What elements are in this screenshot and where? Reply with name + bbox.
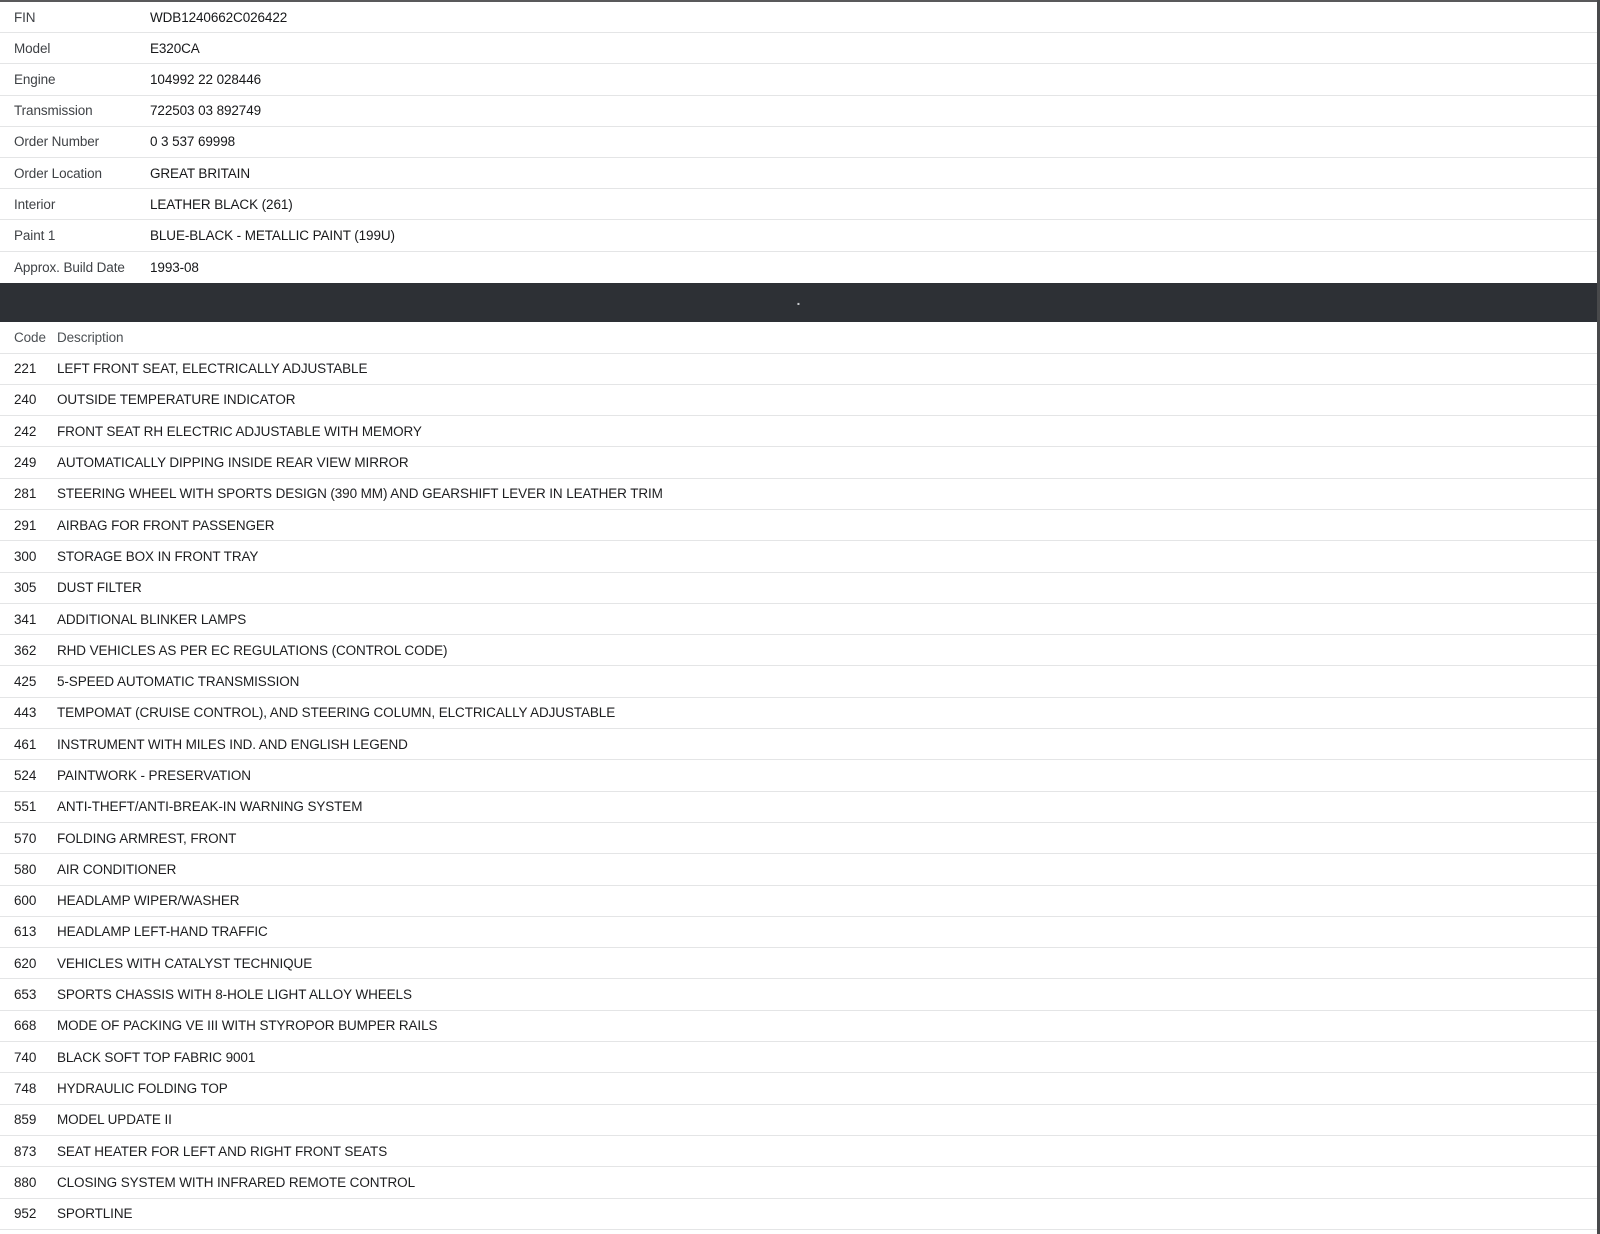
option-description: OUTSIDE TEMPERATURE INDICATOR bbox=[57, 392, 296, 408]
info-label: Model bbox=[14, 40, 51, 56]
info-value: LEATHER BLACK (261) bbox=[150, 196, 293, 212]
option-code: 620 bbox=[14, 955, 37, 971]
option-description: CLOSING SYSTEM WITH INFRARED REMOTE CONTROL bbox=[57, 1174, 415, 1190]
vehicle-info-table bbox=[0, 2, 1597, 283]
option-row bbox=[0, 823, 1597, 854]
option-description: ADDITIONAL BLINKER LAMPS bbox=[57, 611, 247, 627]
bar-dot: . bbox=[796, 292, 801, 308]
vehicle-info-row bbox=[0, 189, 1597, 220]
option-description: LEFT FRONT SEAT, ELECTRICALLY ADJUSTABLE bbox=[57, 361, 368, 377]
info-value: GREAT BRITAIN bbox=[150, 165, 250, 181]
option-code: 551 bbox=[14, 799, 37, 815]
option-description: AIRBAG FOR FRONT PASSENGER bbox=[57, 517, 275, 533]
option-code: 291 bbox=[14, 517, 37, 533]
option-description: BLACK SOFT TOP FABRIC 9001 bbox=[57, 1049, 256, 1065]
option-code: 600 bbox=[14, 893, 37, 909]
option-code: 221 bbox=[14, 361, 37, 377]
option-description: INSTRUMENT WITH MILES IND. AND ENGLISH LEGEND bbox=[57, 736, 408, 752]
options-rows bbox=[0, 354, 1597, 1230]
vehicle-info-row bbox=[0, 158, 1597, 189]
option-description: SEAT HEATER FOR LEFT AND RIGHT FRONT SEATS bbox=[57, 1143, 388, 1159]
option-description: AIR CONDITIONER bbox=[57, 861, 177, 877]
section-divider-bar bbox=[0, 283, 1597, 322]
option-code: 305 bbox=[14, 580, 37, 596]
option-row bbox=[0, 1105, 1597, 1136]
option-code: 873 bbox=[14, 1143, 37, 1159]
vehicle-info-row bbox=[0, 33, 1597, 64]
option-row bbox=[0, 698, 1597, 729]
option-row bbox=[0, 510, 1597, 541]
option-code: 748 bbox=[14, 1080, 37, 1096]
option-description: FRONT SEAT RH ELECTRIC ADJUSTABLE WITH MEMORY bbox=[57, 423, 422, 439]
option-code: 524 bbox=[14, 768, 37, 783]
option-code: 613 bbox=[14, 924, 37, 940]
info-label: Interior bbox=[14, 196, 56, 212]
option-code: 300 bbox=[14, 548, 37, 564]
option-row bbox=[0, 1011, 1597, 1042]
info-label: Engine bbox=[14, 71, 56, 87]
option-description: ANTI-THEFT/ANTI-BREAK-IN WARNING SYSTEM bbox=[57, 799, 363, 815]
info-label: Transmission bbox=[14, 103, 93, 119]
option-row bbox=[0, 1136, 1597, 1167]
option-description: AUTOMATICALLY DIPPING INSIDE REAR VIEW MIRROR bbox=[57, 455, 409, 471]
option-description: VEHICLES WITH CATALYST TECHNIQUE bbox=[57, 955, 313, 971]
option-description: RHD VEHICLES AS PER EC REGULATIONS (CONTROL CODE) bbox=[57, 642, 448, 658]
option-description: 5-SPEED AUTOMATIC TRANSMISSION bbox=[57, 674, 300, 690]
option-code: 570 bbox=[14, 830, 37, 846]
info-value: 104992 22 028446 bbox=[150, 71, 262, 87]
option-row bbox=[0, 573, 1597, 604]
option-description: TEMPOMAT (CRUISE CONTROL), AND STEERING COLUMN, ELCTRICALLY ADJUSTABLE bbox=[57, 705, 616, 721]
info-value: BLUE-BLACK - METALLIC PAINT (199U) bbox=[150, 227, 395, 243]
option-code: 668 bbox=[14, 1018, 37, 1034]
option-description: HEADLAMP WIPER/WASHER bbox=[57, 893, 240, 909]
option-code: 653 bbox=[14, 987, 37, 1003]
option-description: MODEL UPDATE II bbox=[57, 1112, 172, 1128]
option-row bbox=[0, 917, 1597, 948]
option-code: 580 bbox=[14, 861, 37, 877]
info-value: WDB1240662C026422 bbox=[150, 9, 288, 25]
option-code: 242 bbox=[14, 423, 37, 439]
info-label: Order Number bbox=[14, 134, 100, 150]
option-row bbox=[0, 541, 1597, 572]
option-code: 425 bbox=[14, 674, 37, 690]
info-value: 1993-08 bbox=[150, 259, 199, 275]
info-label: FIN bbox=[14, 9, 36, 25]
option-code: 859 bbox=[14, 1112, 37, 1128]
option-description: MODE OF PACKING VE III WITH STYROPOR BUMPER RAILS bbox=[57, 1018, 438, 1034]
info-value: 0 3 537 69998 bbox=[150, 134, 236, 150]
option-row bbox=[0, 1199, 1597, 1230]
info-label: Paint 1 bbox=[14, 227, 56, 243]
option-row bbox=[0, 354, 1597, 385]
option-row bbox=[0, 666, 1597, 697]
option-description: HEADLAMP LEFT-HAND TRAFFIC bbox=[57, 924, 268, 940]
option-row bbox=[0, 948, 1597, 979]
option-row bbox=[0, 760, 1597, 791]
option-code: 281 bbox=[14, 486, 37, 502]
option-row bbox=[0, 635, 1597, 666]
option-code: 461 bbox=[14, 736, 37, 752]
option-row bbox=[0, 792, 1597, 823]
option-description: DUST FILTER bbox=[57, 580, 142, 596]
option-row bbox=[0, 604, 1597, 635]
vehicle-info-row bbox=[0, 64, 1597, 95]
option-code: 362 bbox=[14, 642, 37, 658]
option-code: 341 bbox=[14, 611, 37, 627]
vehicle-info-row bbox=[0, 252, 1597, 283]
option-code: 249 bbox=[14, 455, 37, 471]
info-label: Order Location bbox=[14, 165, 102, 181]
option-description: PAINTWORK - PRESERVATION bbox=[57, 768, 251, 783]
option-code: 740 bbox=[14, 1049, 37, 1065]
info-label: Approx. Build Date bbox=[14, 259, 125, 275]
option-row bbox=[0, 729, 1597, 760]
description-column-header: Description bbox=[57, 329, 124, 345]
vehicle-info-row bbox=[0, 96, 1597, 127]
info-value: 722503 03 892749 bbox=[150, 103, 262, 119]
option-row bbox=[0, 1042, 1597, 1073]
option-description: SPORTS CHASSIS WITH 8-HOLE LIGHT ALLOY WHEELS bbox=[57, 987, 412, 1003]
vehicle-info-row bbox=[0, 2, 1597, 33]
option-code: 443 bbox=[14, 705, 37, 721]
option-row bbox=[0, 1073, 1597, 1104]
option-code: 240 bbox=[14, 392, 37, 408]
option-description: STORAGE BOX IN FRONT TRAY bbox=[57, 548, 259, 564]
option-row bbox=[0, 1167, 1597, 1198]
vehicle-info-row bbox=[0, 220, 1597, 251]
option-row bbox=[0, 854, 1597, 885]
options-header-row bbox=[0, 322, 1597, 354]
option-description: STEERING WHEEL WITH SPORTS DESIGN (390 MM) AND GEARSHIFT LEVER IN LEATHER TRIM bbox=[57, 486, 663, 502]
options-table bbox=[0, 322, 1597, 1230]
option-description: HYDRAULIC FOLDING TOP bbox=[57, 1080, 228, 1096]
option-row bbox=[0, 479, 1597, 510]
option-description: FOLDING ARMREST, FRONT bbox=[57, 830, 237, 846]
option-row bbox=[0, 447, 1597, 478]
option-row bbox=[0, 886, 1597, 917]
vehicle-info-row bbox=[0, 127, 1597, 158]
option-row bbox=[0, 416, 1597, 447]
option-row bbox=[0, 385, 1597, 416]
option-description: SPORTLINE bbox=[57, 1206, 133, 1222]
option-code: 880 bbox=[14, 1174, 37, 1190]
code-column-header: Code bbox=[14, 329, 46, 345]
info-value: E320CA bbox=[150, 40, 200, 56]
option-row bbox=[0, 979, 1597, 1010]
option-code: 952 bbox=[14, 1206, 37, 1222]
